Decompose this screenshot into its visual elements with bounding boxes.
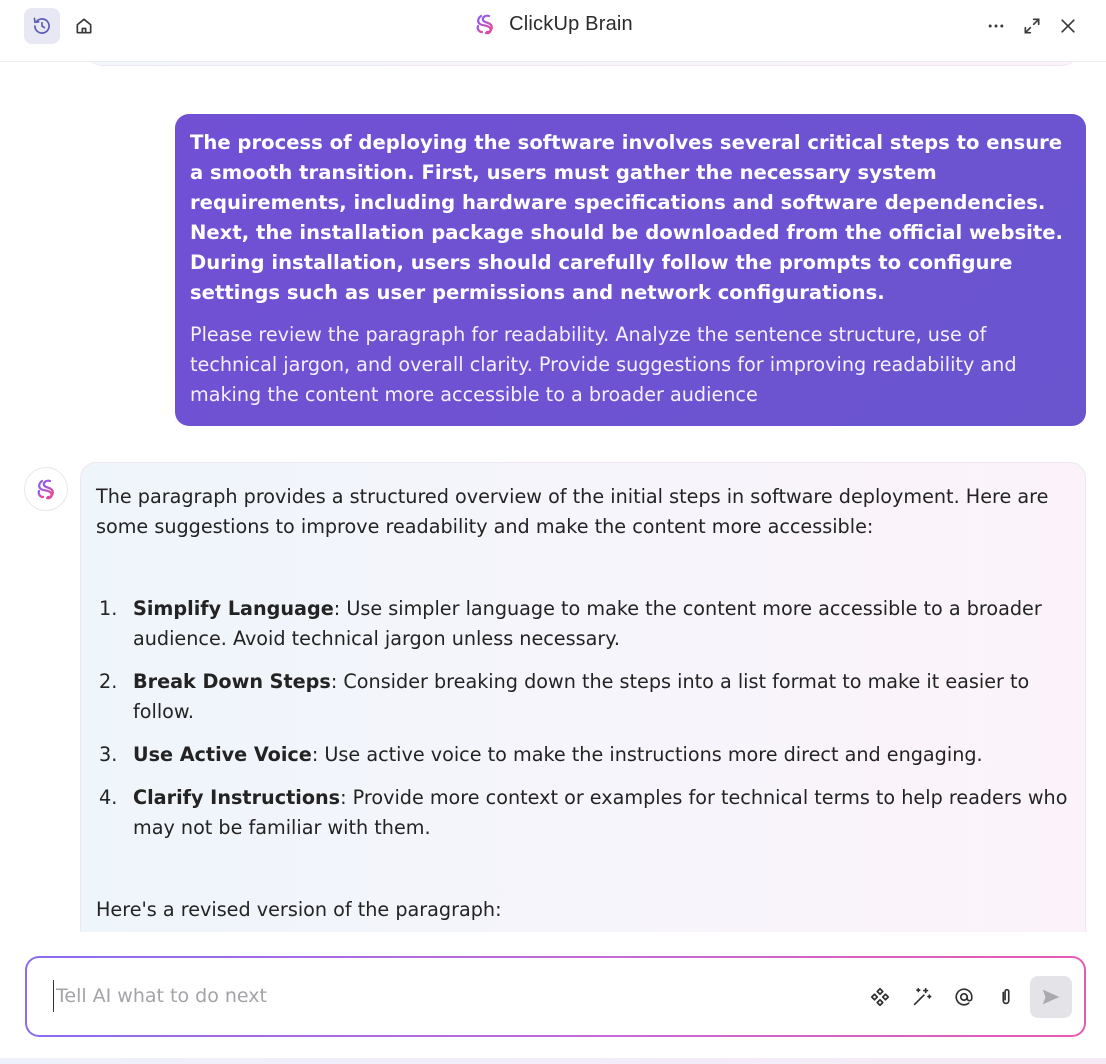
expand-icon [1022,16,1042,36]
ai-response-outro: Here's a revised version of the paragraph: [96,898,502,921]
bottom-strip [0,1058,1106,1064]
templates-icon [869,986,891,1008]
suggestion-text: : Consider breaking down the steps into a list format to make it easier to follow. [133,670,1030,723]
ai-avatar [24,467,68,511]
list-item [96,594,1070,654]
more-icon [986,16,1006,36]
ai-response [80,462,1086,932]
more-options-button[interactable] [978,8,1014,44]
history-icon [32,16,52,36]
page-title: ClickUp Brain [509,12,633,35]
ai-actions-button[interactable] [909,984,935,1010]
close-button[interactable] [1050,8,1086,44]
attach-button[interactable] [993,984,1019,1010]
home-icon [74,16,94,36]
chat-area[interactable] [0,62,1106,932]
suggestion-title: Simplify Language [133,597,334,620]
close-icon [1058,16,1078,36]
user-message-paragraph: The process of deploying the software involves several critical steps to ensure a smooth transition. First, users must gather the necessary system requirements, including hardware specifications and software dependencies. Next, the installation package should be downloaded from the official website. During installation, users should carefully follow the prompts to configure settings such as user permissions and network configurations. [190,131,1063,304]
ai-response-intro: The paragraph provides a structured overview of the initial steps in software deployment. Here are some suggestions to improve readability and make the content more accessible: [96,485,1049,538]
history-button[interactable] [24,8,60,44]
list-number: 1. [99,597,118,620]
prompt-box [25,956,1086,1037]
suggestion-text: : Use simpler language to make the content more accessible to a broader audience. Avoid technical jargon unless necessary. [133,597,1042,650]
send-icon [1040,986,1062,1008]
suggestion-title: Use Active Voice [133,743,312,766]
templates-button[interactable] [867,984,893,1010]
suggestion-title: Clarify Instructions [133,786,341,809]
list-item [96,667,1070,727]
user-message-prompt: Please review the paragraph for readability. Analyze the sentence structure, use of technical jargon, and overall clarity. Provide suggestions for improving readability and making the content more accessible to a broader audience [190,323,1017,406]
list-number: 4. [99,786,118,809]
send-button[interactable] [1030,976,1072,1018]
prompt-box-inner [27,958,1084,1035]
clickup-brain-logo [473,12,497,36]
suggestion-title: Break Down Steps [133,670,331,693]
list-number: 3. [99,743,118,766]
previous-message-edge [86,62,1078,66]
list-item [96,783,1070,843]
title-bar [0,12,1106,36]
suggestion-text: : Use active voice to make the instructions more direct and engaging. [311,743,983,766]
prompt-input[interactable] [53,980,833,1012]
list-item [96,740,1070,770]
expand-button[interactable] [1014,8,1050,44]
clickup-brain-icon [34,477,58,501]
mention-button[interactable] [951,984,977,1010]
list-number: 2. [99,670,118,693]
mention-icon [953,986,975,1008]
user-message [175,114,1086,426]
attachment-icon [995,986,1017,1008]
suggestion-text: : Provide more context or examples for technical terms to help readers who may not be familiar with them. [133,786,1068,839]
suggestion-list [96,594,1070,843]
header [0,0,1106,62]
magic-wand-icon [911,986,933,1008]
home-button[interactable] [66,8,102,44]
